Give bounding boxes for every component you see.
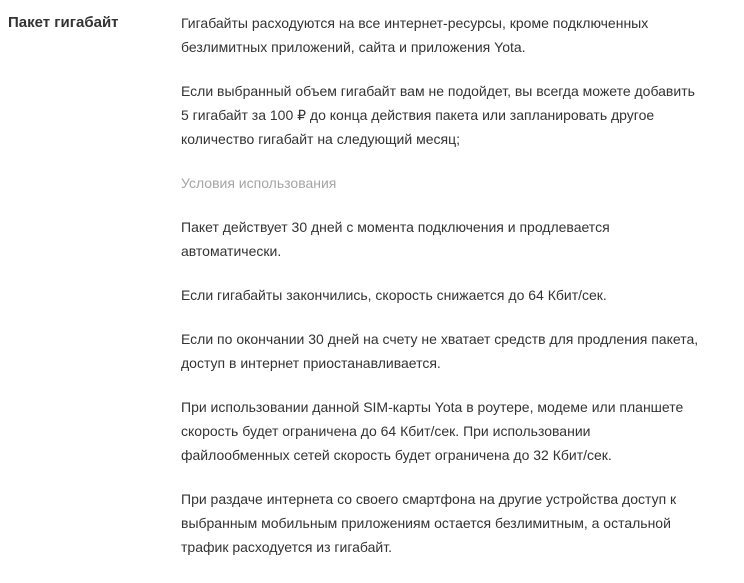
section-content <box>181 11 701 579</box>
condition-paragraph-2: Если гигабайты закончились, скорость снижается до 64 Кбит/сек. <box>181 287 607 303</box>
condition-paragraph-5: При раздаче интернета со своего смартфона на другие устройства доступ к выбранным мобильным приложениям остается безлимитным, а остальной трафик расходуется из гигабайт. <box>181 491 677 555</box>
condition-paragraph-3: Если по окончании 30 дней на счету не хватает средств для продления пакета, доступ в интернет приостанавливается. <box>181 331 699 371</box>
condition-paragraph-1: Пакет действует 30 дней с момента подключения и продлевается автоматически. <box>181 219 610 259</box>
intro-paragraph-2: Если выбранный объем гигабайт вам не подойдет, вы всегда можете добавить 5 гигабайт за 100 ₽ до конца действия пакета или запланировать другое количество гигабайт на следующий месяц; <box>181 83 695 147</box>
section-title: Пакет гигабайт <box>8 14 119 31</box>
condition-paragraph-4: При использовании данной SIM-карты Yota в роутере, модеме или планшете скорость будет ограничена до 64 Кбит/сек. При использовании файлообменных сетей скорость будет ограничена до 32 Кбит/сек. <box>181 399 684 463</box>
intro-paragraph-1: Гигабайты расходуются на все интернет-ресурсы, кроме подключенных безлимитных приложений, сайта и приложения Yota. <box>181 15 649 55</box>
usage-conditions-subheading: Условия использования <box>181 175 337 191</box>
